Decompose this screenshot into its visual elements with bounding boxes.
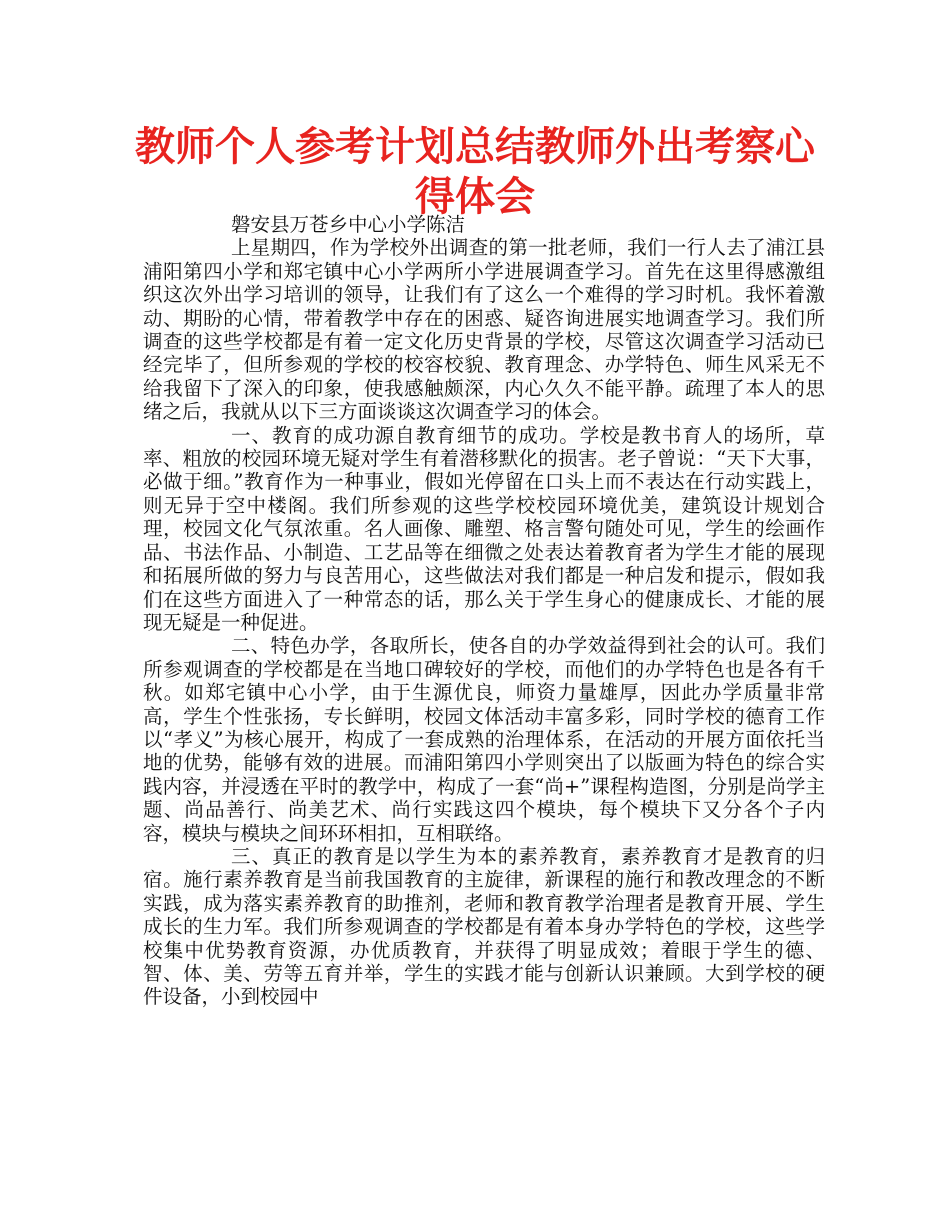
paragraph-one: 一、教育的成功源自教育细节的成功。学校是教书育人的场所，草率、粗放的校园环境无疑对学生有着潜移默化的损害。老子曾说：“天下大事，必做于细。”教育作为一种事业，假如光停留在口头上而不表达在行动实践上，则无异于空中楼阁。我们所参观的这些学校校园环境优美，建筑设计规划合理，校园文化气氛浓重。名人画像、雕塑、格言警句随处可见，学生的绘画作品、书法作品、小制造、工艺品等在细微之处表达着教育者为学生才能的展现和拓展所做的努力与良苦用心，这些做法对我们都是一种启发和提示，假如我们在这些方面进入了一种常态的话，那么关于学生身心的健康成长、才能的展现无疑是一种促进。 [143,423,825,634]
document-title: 教师个人参考计划总结教师外出考察心得体会 [135,124,815,220]
document-body [143,213,825,1009]
author-line: 磐安县万苍乡中心小学陈洁 [231,213,466,236]
paragraph-intro: 上星期四，作为学校外出调查的第一批老师，我们一行人去了浦江县浦阳第四小学和郑宅镇中心小学两所小学进展调查学习。首先在这里得感激组织这次外出学习培训的领导，让我们有了这么一个难得的学习时机。我怀着激动、期盼的心情，带着教学中存在的困惑、疑咨询进展实地调查学习。我们所调查的这些学校都是有着一定文化历史背景的学校，尽管这次调查学习活动已经完毕了，但所参观的学校的校容校貌、教育理念、办学特色、师生风采无不给我留下了深入的印象，使我感触颇深，内心久久不能平静。疏理了本人的思绪之后，我就从以下三方面谈谈这次调查学习的体会。 [143,236,825,424]
paragraph-three: 三、真正的教育是以学生为本的素养教育，素养教育才是教育的归宿。施行素养教育是当前我国教育的主旋律，新课程的施行和教改理念的不断实践，成为落实素养教育的助推剂，老师和教育教学治理者是教育开展、学生成长的生力军。我们所参观调查的学校都是有着本身办学特色的学校，这些学校集中优势教育资源，办优质教育，并获得了明显成效；着眼于学生的德、智、体、美、劳等五育并举，学生的实践才能与创新认识兼顾。大到学校的硬件设备，小到校园中 [143,844,825,1009]
paragraph-two: 二、特色办学，各取所长，使各自的办学效益得到社会的认可。我们所参观调查的学校都是在当地口碑较好的学校，而他们的办学特色也是各有千秋。如郑宅镇中心小学，由于生源优良，师资力量雄厚，因此办学质量非常高，学生个性张扬，专长鲜明，校园文体活动丰富多彩，同时学校的德育工作以“孝义”为核心展开，构成了一套成熟的治理体系，在活动的开展方面依托当地的优势，能够有效的进展。而浦阳第四小学则突出了以版画为特色的综合实践内容，并浸透在平时的教学中，构成了一套“尚+”课程构造图，分别是尚学主题、尚品善行、尚美艺术、尚行实践这四个模块，每个模块下又分各个子内容，模块与模块之间环环相扣，互相联络。 [143,634,825,845]
